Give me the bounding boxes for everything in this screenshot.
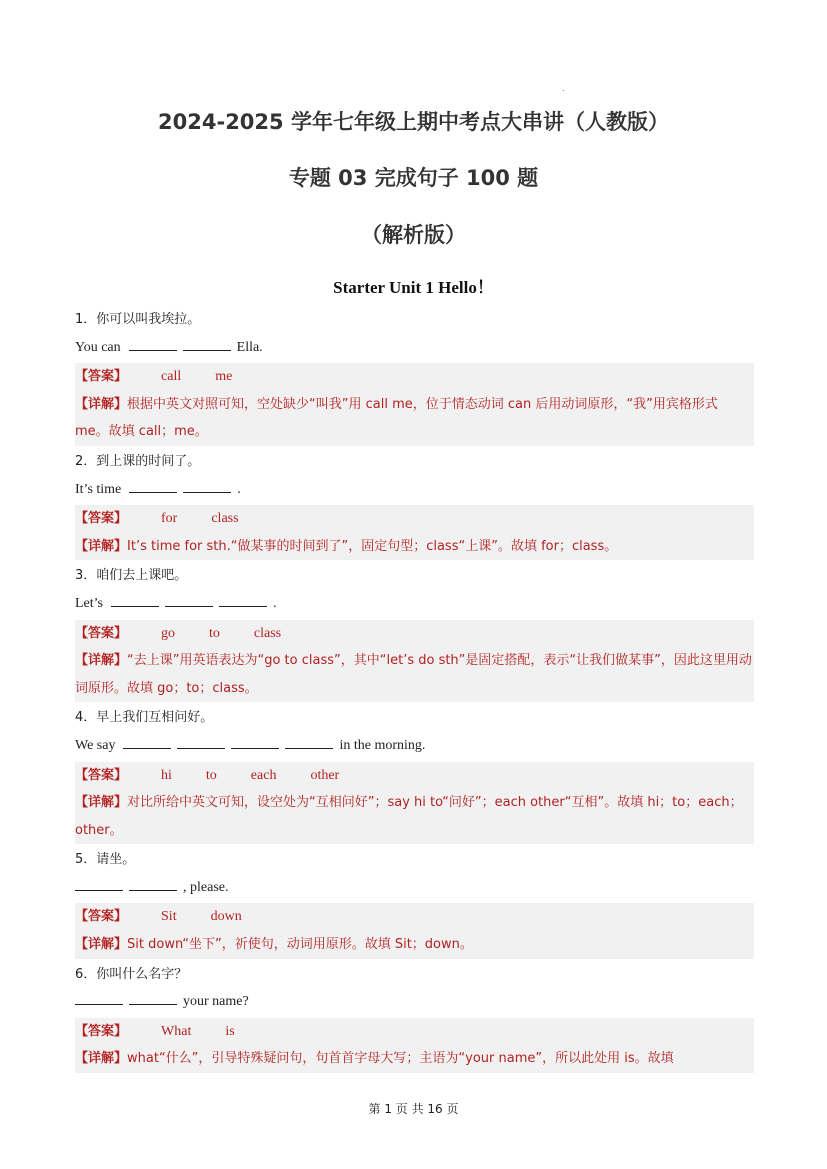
answer-line [75, 620, 754, 648]
answer-blank [111, 594, 159, 607]
explanation-tag: 【详解】 [75, 396, 128, 412]
answer-line [75, 505, 754, 533]
explanation-text: It’s time for sth.“做某事的时间到了”，固定句型；class“上课”。故填 for；class。 [127, 538, 618, 554]
header-dot: . [562, 84, 565, 93]
answer-word: go [161, 625, 176, 641]
explanation-text: “去上课”用英语表达为“go to class”，其中“let’s do sth”是固定搭配，表示“让我们做某事”，因此这里用动词原形。故填 go；to；class。 [75, 653, 752, 696]
answer-word: other [310, 767, 340, 783]
explanation-line [75, 391, 754, 446]
question-chinese: 到上课的时间了。 [96, 453, 201, 469]
answer-line [75, 762, 754, 790]
question-sentence [75, 590, 754, 618]
sentence-prefix: You can [75, 339, 121, 355]
question-chinese: 早上我们互相问好。 [96, 710, 214, 726]
answer-word: Sit [161, 909, 177, 925]
answer-line [75, 1018, 754, 1046]
question-prompt [75, 562, 754, 590]
answer-line [75, 903, 754, 931]
sentence-prefix: We say [75, 737, 116, 753]
answer-word: class [211, 511, 239, 527]
answer-blank [231, 736, 279, 749]
answer-tag: 【答案】 [75, 625, 128, 641]
answer-word: down [210, 909, 242, 925]
sentence-suffix: Ella. [236, 339, 263, 355]
question-chinese: 请坐。 [96, 852, 136, 868]
answer-box [75, 1018, 754, 1073]
sentence-suffix: . [273, 595, 277, 611]
answer-blank [183, 480, 231, 493]
explanation-tag: 【详解】 [75, 538, 128, 554]
question-item [75, 306, 754, 446]
explanation-line [75, 533, 754, 561]
question-prompt [75, 846, 754, 874]
explanation-tag: 【详解】 [75, 1051, 128, 1067]
answer-box [75, 620, 754, 703]
question-number: 5． [75, 852, 97, 868]
answer-blank [129, 878, 177, 891]
answer-box [75, 363, 754, 446]
answer-blank [75, 878, 123, 891]
sentence-suffix: in the morning. [339, 737, 426, 753]
answer-tag: 【答案】 [75, 767, 128, 783]
question-sentence [75, 874, 754, 902]
answer-blank [177, 736, 225, 749]
answer-word: hi [161, 767, 172, 783]
question-number: 2． [75, 453, 97, 469]
question-chinese: 你可以叫我埃拉。 [96, 312, 201, 327]
explanation-text: Sit down“坐下”，祈使句，动词用原形。故填 Sit；down。 [127, 937, 473, 953]
answer-blank [129, 480, 177, 493]
answer-blank [219, 594, 267, 607]
sentence-suffix: . [237, 481, 241, 497]
answer-line [75, 363, 754, 391]
answer-word: What [161, 1023, 192, 1039]
sentence-suffix: , please. [183, 879, 229, 895]
explanation-text: 对比所给中英文可知，设空处为“互相问好”；say hi to“问好”；each other“互相”。故填 hi；to；each；other。 [75, 795, 743, 838]
question-item [75, 704, 754, 844]
page-footer: 第 1 页 共 16 页 [368, 1102, 459, 1116]
answer-word: call [161, 369, 182, 385]
unit-heading: Starter Unit 1 Hello！ [333, 278, 494, 297]
answer-tag: 【答案】 [75, 1023, 128, 1039]
explanation-line [75, 1045, 754, 1073]
question-sentence [75, 476, 754, 504]
question-item [75, 961, 754, 1073]
question-chinese: 咱们去上课吧。 [96, 568, 188, 584]
sentence-prefix: Let’s [75, 595, 103, 611]
question-number: 6． [75, 966, 97, 982]
question-list [75, 306, 754, 1075]
answer-word: each [250, 767, 277, 783]
answer-word: class [253, 625, 282, 641]
question-number: 4． [75, 710, 97, 726]
question-item [75, 846, 754, 958]
question-sentence [75, 988, 754, 1016]
sentence-suffix: your name? [183, 994, 249, 1010]
question-prompt [75, 448, 754, 476]
question-item [75, 448, 754, 560]
answer-blank [183, 338, 231, 351]
answer-box [75, 762, 754, 845]
answer-blank [129, 992, 177, 1005]
question-number: 3． [75, 568, 97, 584]
explanation-text: 根据中英文对照可知，空处缺少“叫我”用 call me，位于情态动词 can 后用动词原形，“我”用宾格形式 me。故填 call；me。 [75, 396, 718, 440]
question-number: 1． [75, 312, 97, 327]
question-item [75, 562, 754, 702]
answer-word: to [205, 767, 217, 783]
answer-blank [123, 736, 171, 749]
answer-word: to [209, 625, 220, 641]
answer-blank [75, 992, 123, 1005]
answer-blank [285, 736, 333, 749]
question-prompt [75, 306, 754, 334]
question-prompt [75, 961, 754, 989]
answer-tag: 【答案】 [75, 909, 128, 925]
explanation-line [75, 647, 754, 702]
explanation-tag: 【详解】 [75, 795, 128, 811]
answer-tag: 【答案】 [75, 369, 128, 385]
explanation-line [75, 931, 754, 959]
answer-tag: 【答案】 [75, 511, 128, 527]
answer-blank [165, 594, 213, 607]
sentence-prefix: It’s time [75, 481, 122, 497]
topic-title: 专题 03 完成句子 100 题 [288, 166, 539, 190]
answer-box [75, 505, 754, 560]
answer-blank [129, 338, 177, 351]
version-title: （解析版） [361, 223, 466, 247]
answer-box [75, 903, 754, 958]
document-title: 2024-2025 学年七年级上期中考点大串讲（人教版） [158, 110, 669, 134]
question-chinese: 你叫什么名字？ [96, 966, 188, 982]
answer-word: for [161, 511, 178, 527]
question-sentence [75, 732, 754, 760]
answer-word: is [225, 1023, 235, 1039]
question-prompt [75, 704, 754, 732]
explanation-tag: 【详解】 [75, 937, 128, 953]
question-sentence [75, 334, 754, 362]
explanation-tag: 【详解】 [75, 653, 128, 669]
explanation-text: what“什么”，引导特殊疑问句，句首首字母大写；主语为“your name”，所以此处用 is。故填 [127, 1051, 674, 1067]
answer-word: me [215, 369, 233, 385]
explanation-line [75, 789, 754, 844]
